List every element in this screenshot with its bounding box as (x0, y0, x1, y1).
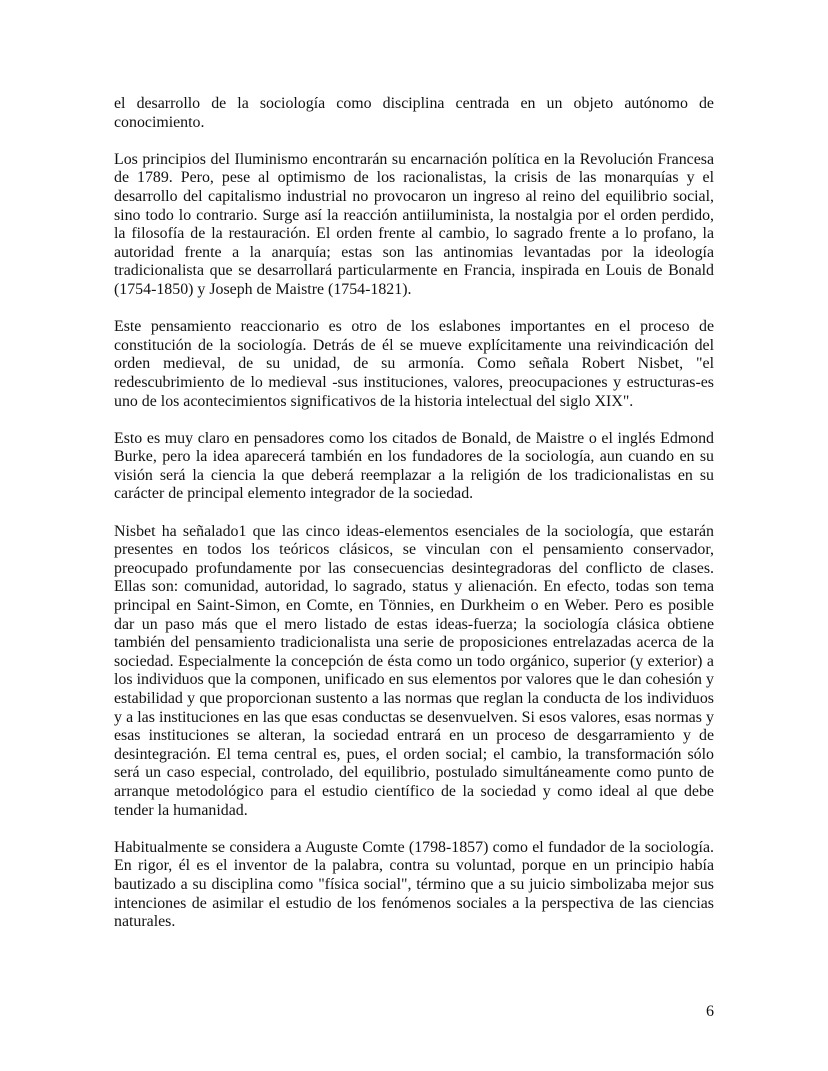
paragraph-pensamiento-reaccionario: Este pensamiento reaccionario es otro de los eslabones importantes en el proceso de constitución de la sociología. Detrás de él se mueve explícitamente una reivindicación del orden medieval, de su unidad, de su armonía. Como señala Robert Nisbet, "el redescubrimiento de lo medieval -sus instituciones, valores, preocupaciones y estructuras-es uno de los acontecimientos significativos de la historia intelectual del siglo XIX". (114, 318, 714, 410)
paragraph-pensadores: Esto es muy claro en pensadores como los citados de Bonald, de Maistre o el inglés Edmond Burke, pero la idea aparecerá también en los fundadores de la sociología, aun cuando en su visión será la ciencia la que deberá reemplazar a la religión de los tradicionalistas en su carácter de principal elemento integrador de la sociedad. (114, 429, 714, 503)
paragraph-continuation: el desarrollo de la sociología como disciplina centrada en un objeto autónomo de conocimiento. (114, 95, 714, 131)
paragraph-comte: Habitualmente se considera a Auguste Comte (1798-1857) como el fundador de la sociología. En rigor, él es el inventor de la palabra, contra su voluntad, porque en un principio había bautizado a su disciplina como "física social", término que a su juicio simbolizaba mejor sus intenciones de asimilar el estudio de los fenómenos sociales a la perspectiva de las ciencias naturales. (114, 838, 714, 931)
document-page (114, 95, 714, 950)
page-number: 6 (706, 1003, 714, 1020)
paragraph-iluminismo: Los principios del Iluminismo encontrarán su encarnación política en la Revolución Francesa de 1789. Pero, pese al optimismo de los racionalistas, la crisis de las monarquías y el desarrollo del capitalismo industrial no provocaron un ingreso al reino del equilibrio social, sino todo lo contrario. Surge así la reacción antiiluminista, la nostalgia por el orden perdido, la filosofía de la restauración. El orden frente al cambio, lo sagrado frente a lo profano, la autoridad frente a la anarquía; estas son las antinomias levantadas por la ideología tradicionalista que se desarrollará particularmente en Francia, inspirada en Louis de Bonald (1754-1850) y Joseph de Maistre (1754-1821). (114, 150, 714, 298)
paragraph-nisbet: Nisbet ha señalado1 que las cinco ideas-elementos esenciales de la sociología, que estarán presentes en todos los teóricos clásicos, se vinculan con el pensamiento conservador, preocupado profundamente por las consecuencias desintegradoras del conflicto de clases. Ellas son: comunidad, autoridad, lo sagrado, status y alienación. En efecto, todas son tema principal en Saint-Simon, en Comte, en Tönnies, en Durkheim o en Weber. Pero es posible dar un paso más que el mero listado de estas ideas-fuerza; la sociología clásica obtiene también del pensamiento tradicionalista una serie de proposiciones entrelazadas acerca de la sociedad. Especialmente la concepción de ésta como un todo orgánico, superior (y exterior) a los individuos que la componen, unificado en sus elementos por valores que le dan cohesión y estabilidad y que proporcionan sustento a las normas que reglan la conducta de los individuos y a las instituciones en las que esas conductas se desenvuelven. Si esos valores, esas normas y esas instituciones se alteran, la sociedad entrará en un proceso de desgarramiento y de desintegración. El tema central es, pues, el orden social; el cambio, la transformación sólo será un caso especial, controlado, del equilibrio, postulado simultáneamente como punto de arranque metodológico para el estudio científico de la sociedad y como ideal al que debe tender la humanidad. (114, 522, 714, 819)
